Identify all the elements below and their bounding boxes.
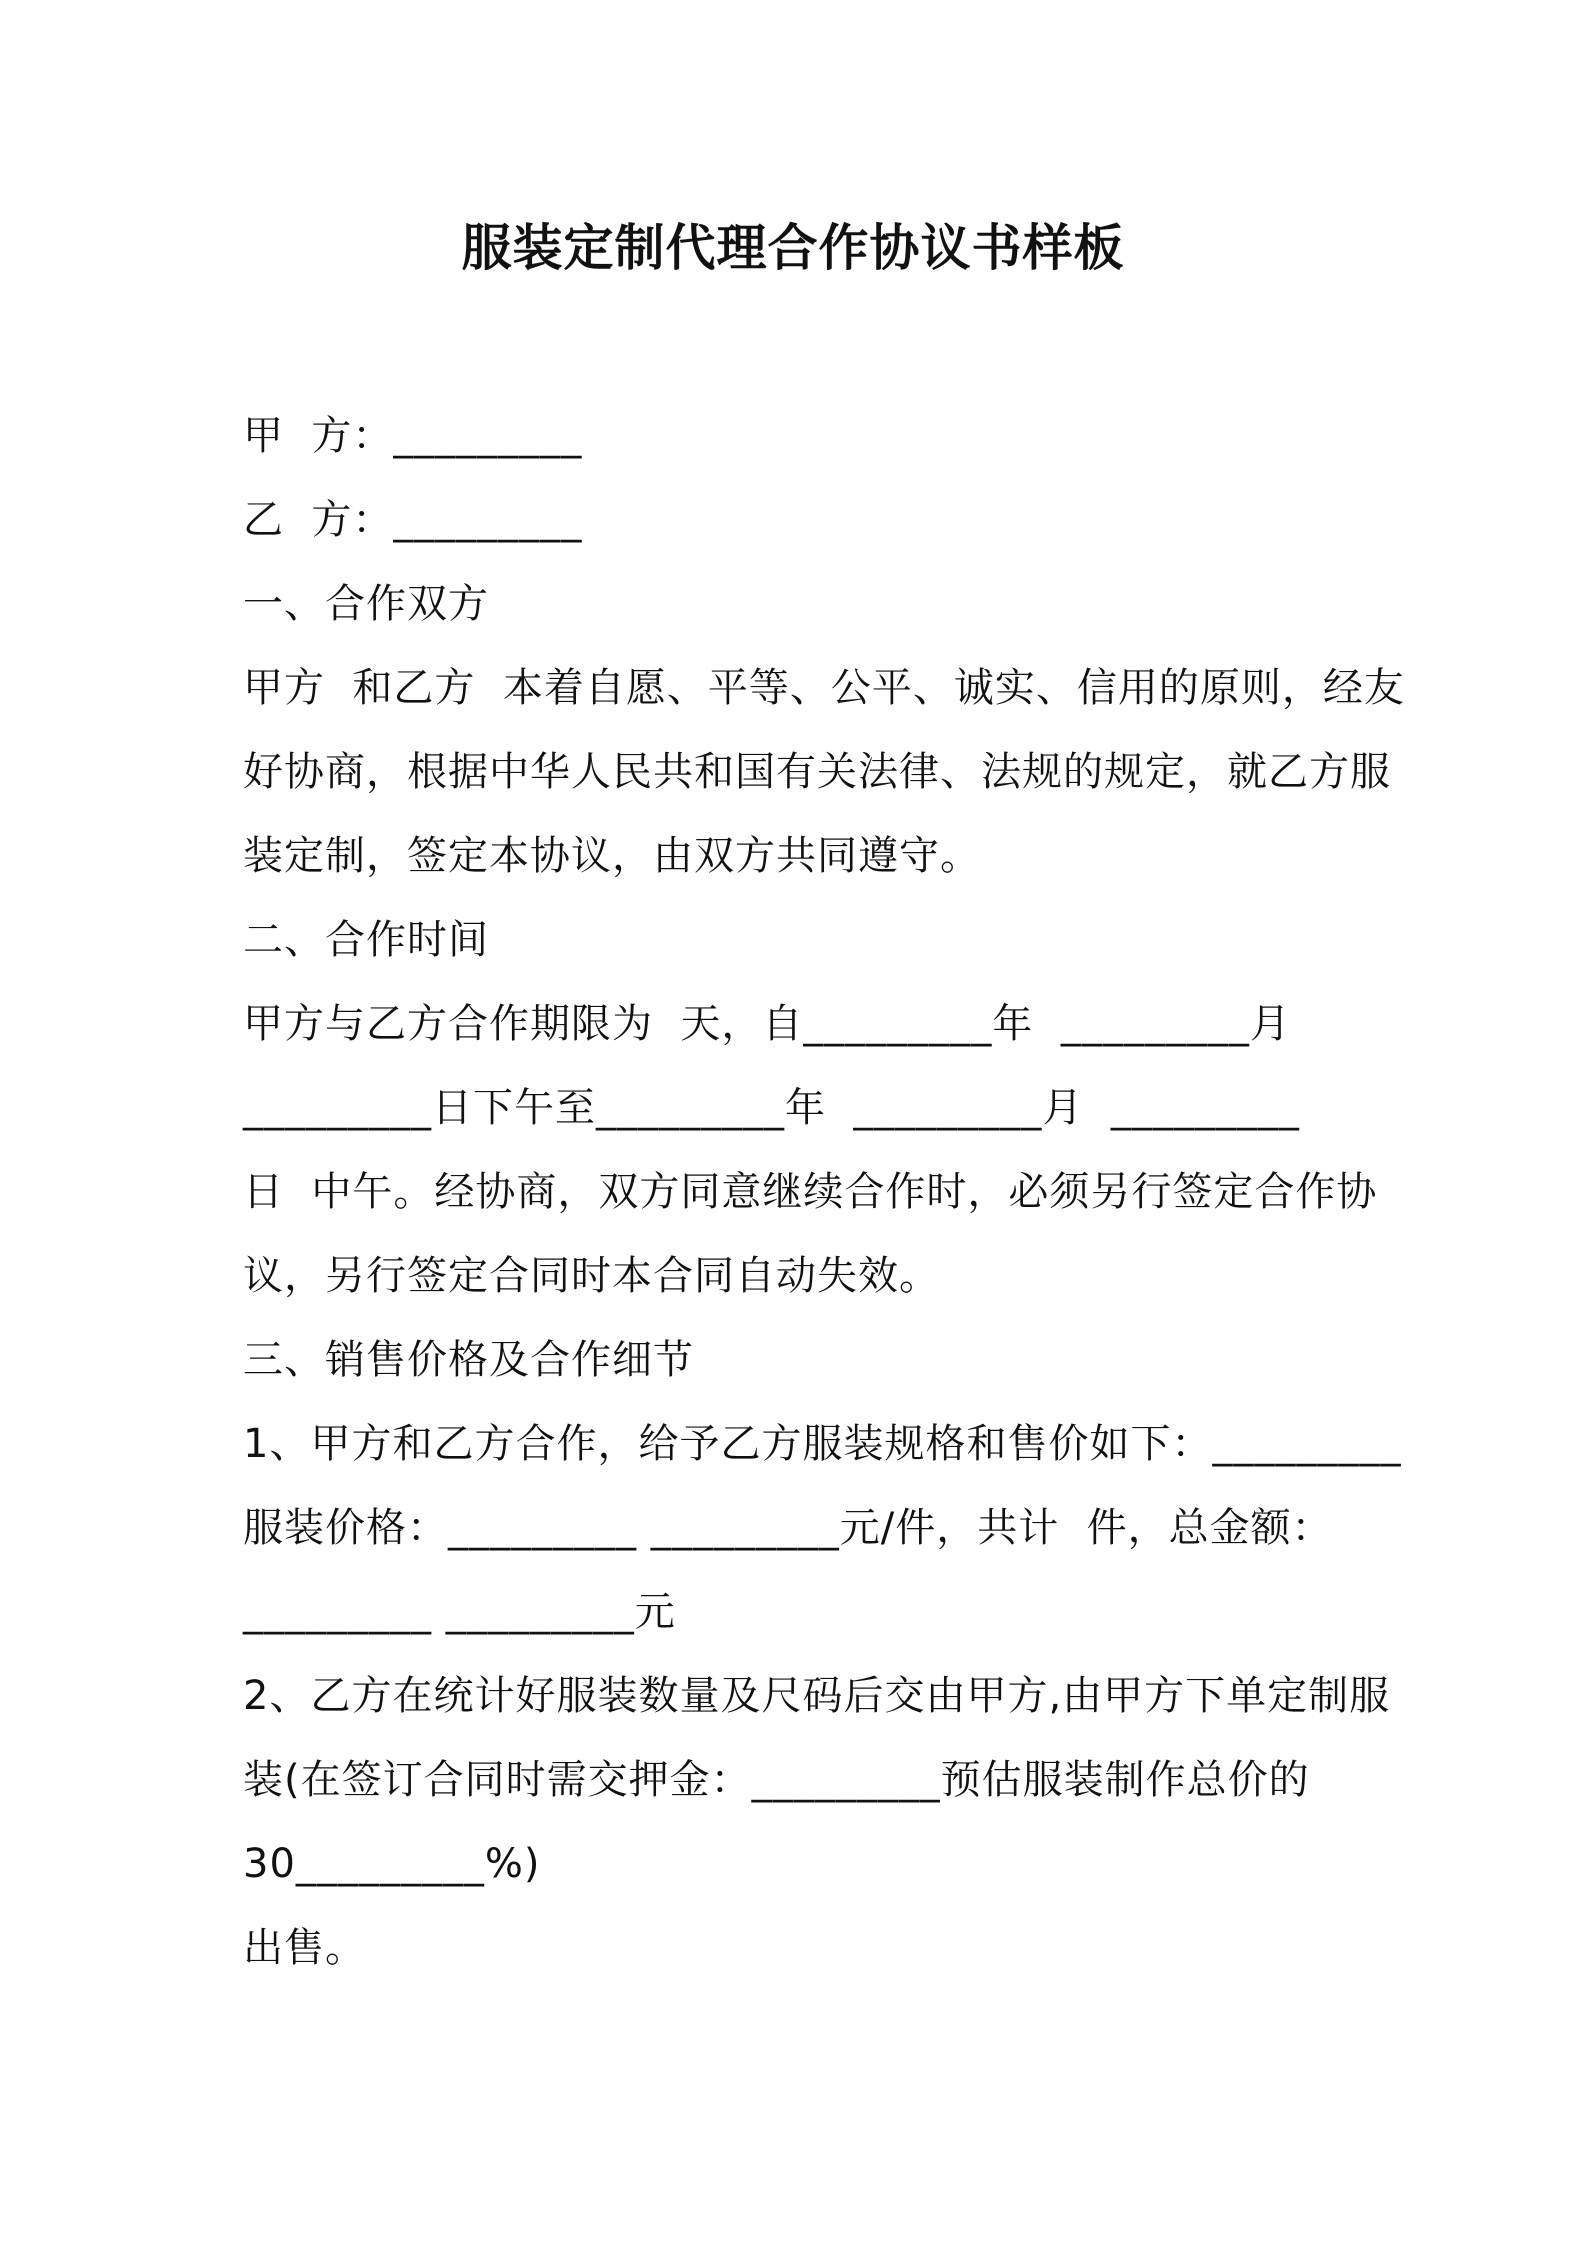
- paragraph-line: 甲方 和乙方 本着自愿、平等、公平、诚实、信用的原则，经友: [243, 665, 1405, 711]
- section-heading-3: 三、销售价格及合作细节: [243, 1337, 694, 1383]
- paragraph-line: 1、甲方和乙方合作，给予乙方服装规格和售价如下：_________: [243, 1421, 1402, 1467]
- paragraph-line: 议，另行签定合同时本合同自动失效。: [243, 1253, 940, 1299]
- document-title: 服装定制代理合作协议书样板: [461, 219, 1125, 277]
- paragraph-line: _________ _________元: [243, 1589, 676, 1635]
- paragraph-line: 好协商，根据中华人民共和国有关法律、法规的规定，就乙方服: [243, 749, 1391, 795]
- paragraph-line: _________日下午至_________年 _________月 _________: [243, 1085, 1300, 1131]
- party-a-line: 甲 方：_________: [243, 413, 583, 459]
- paragraph-line: 30_________%): [243, 1841, 541, 1887]
- paragraph-line: 服装价格：_________ _________元/件，共计 件，总金额：: [243, 1505, 1333, 1551]
- paragraph-line: 2、乙方在统计好服装数量及尺码后交由甲方,由甲方下单定制服: [243, 1673, 1391, 1719]
- paragraph-line: 出售。: [243, 1925, 366, 1971]
- section-heading-2: 二、合作时间: [243, 917, 489, 963]
- paragraph-line: 装(在签订合同时需交押金：_________预估服装制作总价的: [243, 1757, 1310, 1803]
- party-b-line: 乙 方：_________: [243, 497, 583, 543]
- paragraph-line: 甲方与乙方合作期限为 天，自_________年 _________月: [243, 1001, 1291, 1047]
- paragraph-line: 装定制，签定本协议，由双方共同遵守。: [243, 833, 981, 879]
- section-heading-1: 一、合作双方: [243, 581, 489, 627]
- paragraph-line: 日 中午。经协商，双方同意继续合作时，必须另行签定合作协: [243, 1169, 1378, 1215]
